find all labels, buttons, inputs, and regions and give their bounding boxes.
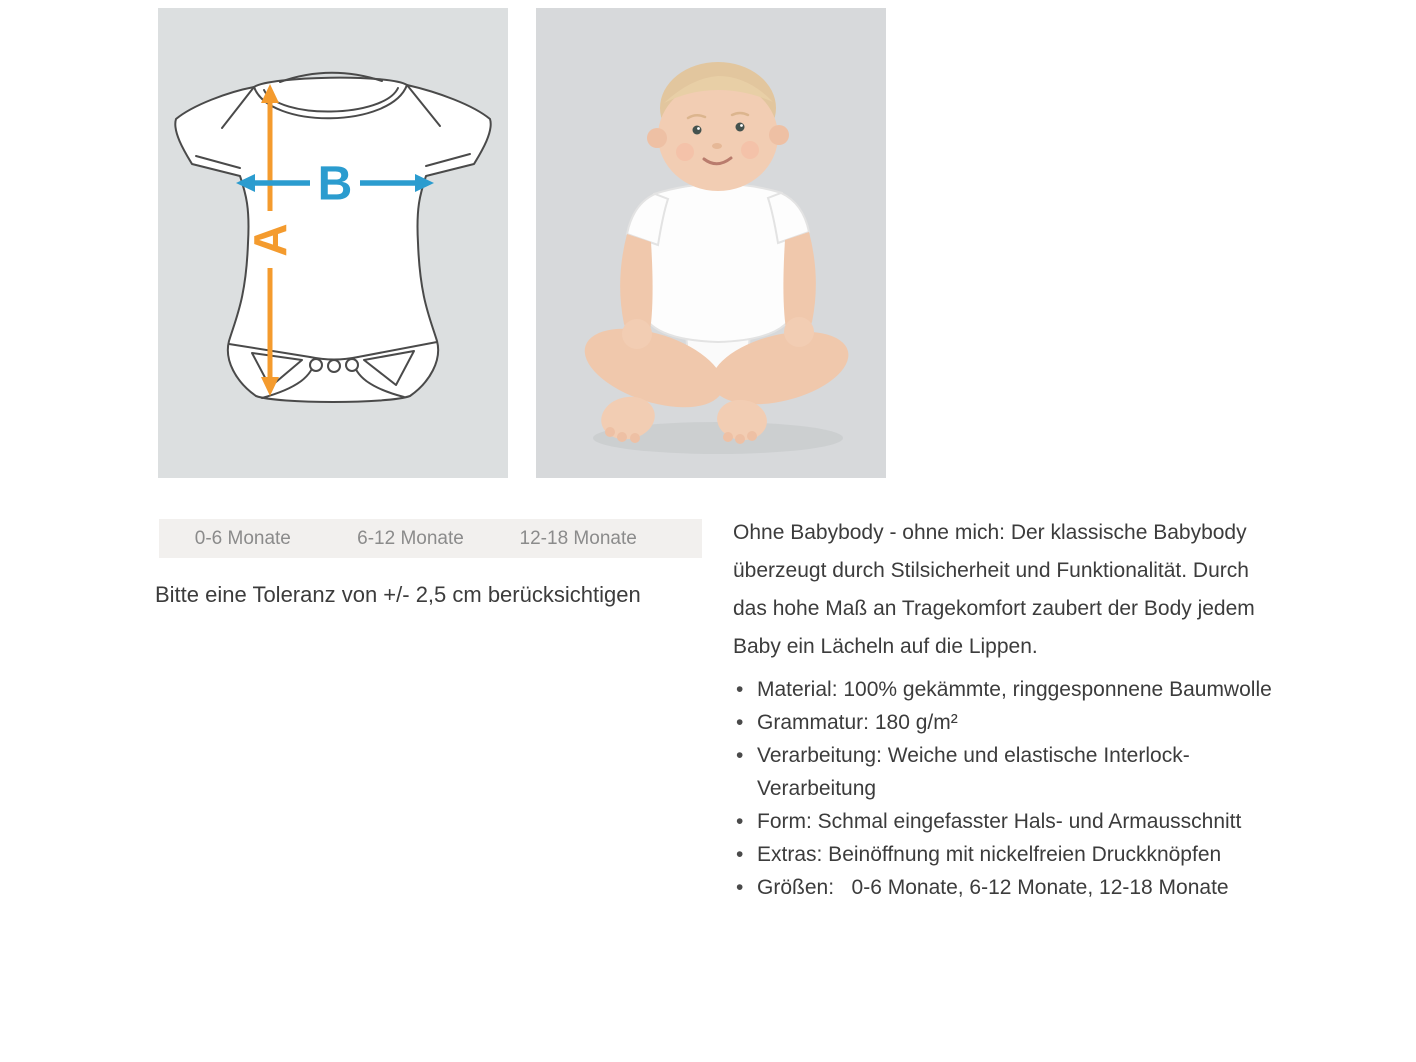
size-option-0-6: 0-6 Monate bbox=[194, 527, 291, 549]
feature-extras bbox=[733, 838, 1274, 871]
feature-text: Größen: 0-6 Monate, 6-12 Monate, 12-18 Monate bbox=[757, 876, 1229, 899]
bullet-icon: • bbox=[736, 810, 744, 833]
bodysuit-measurement-diagram bbox=[158, 8, 508, 478]
bullet-icon: • bbox=[736, 711, 744, 734]
snap-buttons bbox=[310, 359, 358, 372]
baby-photo bbox=[536, 8, 886, 478]
size-diagram-panel bbox=[158, 8, 508, 478]
feature-text: Form: Schmal eingefasster Hals- und Armausschnitt bbox=[757, 810, 1242, 833]
feature-form bbox=[733, 805, 1274, 838]
media-row bbox=[158, 8, 886, 478]
description-intro: Ohne Babybody - ohne mich: Der klassische Babybody überzeugt durch Stilsicherheit und Funktionalität. Durch das hohe Maß an Tragekomfort zaubert der Body jedem Baby ein Lächeln auf die Lippen. bbox=[733, 521, 1255, 658]
product-description bbox=[733, 514, 1274, 904]
product-photo-panel bbox=[536, 8, 886, 478]
size-option-6-12: 6-12 Monate bbox=[357, 527, 464, 549]
tolerance-note: Bitte eine Toleranz von +/- 2,5 cm berücksichtigen bbox=[155, 582, 641, 607]
bullet-icon: • bbox=[736, 843, 744, 866]
feature-material bbox=[733, 673, 1274, 706]
feature-groessen bbox=[733, 871, 1274, 904]
size-option-12-18: 12-18 Monate bbox=[519, 527, 637, 549]
size-strip bbox=[159, 519, 702, 558]
measure-label-a: A bbox=[244, 223, 296, 257]
feature-text: Extras: Beinöffnung mit nickelfreien Druckknöpfen bbox=[757, 843, 1222, 866]
feature-verarbeitung bbox=[733, 739, 1274, 805]
measure-label-b: B bbox=[317, 157, 353, 211]
bullet-icon: • bbox=[736, 876, 744, 899]
feature-text: Grammatur: 180 g/m² bbox=[757, 711, 958, 734]
bullet-icon: • bbox=[736, 678, 744, 701]
feature-list bbox=[733, 673, 1274, 904]
feature-text: Verarbeitung: Weiche und elastische Interlock-Verarbeitung bbox=[757, 744, 1190, 800]
feature-text: Material: 100% gekämmte, ringgesponnene Baumwolle bbox=[757, 678, 1272, 701]
bullet-icon: • bbox=[736, 744, 744, 767]
feature-grammatur bbox=[733, 706, 1274, 739]
